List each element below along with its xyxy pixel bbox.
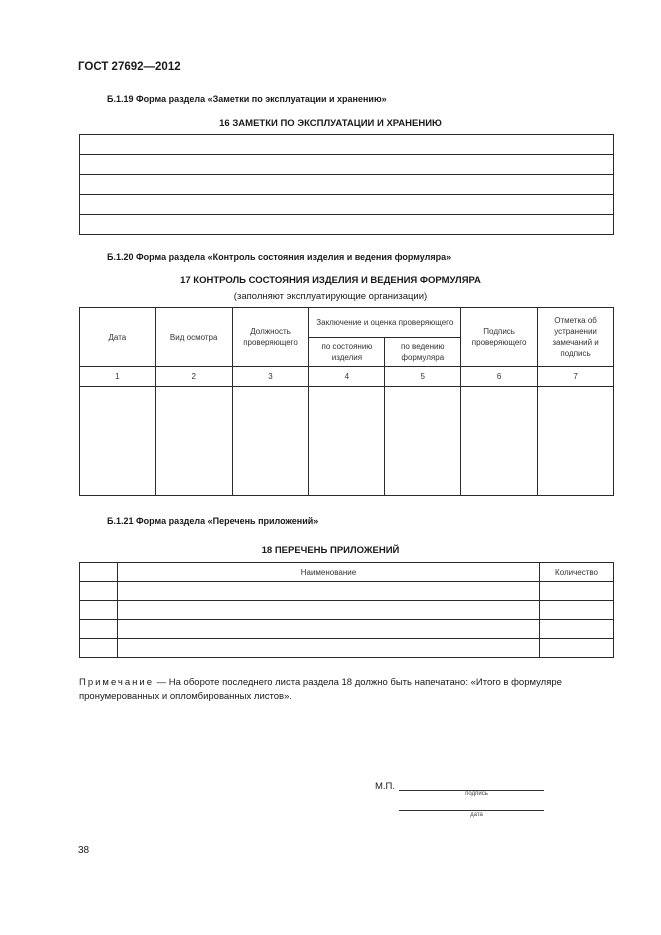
- column-header-inspector-position: Должность проверяющего: [232, 308, 309, 367]
- document-code: ГОСТ 27692—2012: [78, 61, 181, 73]
- column-header-date: Дата: [80, 308, 156, 367]
- table-cell: [232, 387, 309, 496]
- table-cell: [540, 582, 614, 601]
- note-label: Примечание: [79, 677, 154, 688]
- date-caption: дата: [470, 812, 483, 818]
- column-header-quantity: Количество: [540, 563, 614, 582]
- table-header-row: [80, 563, 614, 582]
- column-header-inspection-type: Вид осмотра: [155, 308, 232, 367]
- table-row: [80, 620, 614, 639]
- table-row: [80, 175, 614, 195]
- column-header-name: Наименование: [117, 563, 539, 582]
- table-cell: [80, 620, 118, 639]
- column-number: 2: [155, 367, 232, 387]
- table-cell: [538, 387, 614, 496]
- table-row: [80, 601, 614, 620]
- table-cell: [540, 601, 614, 620]
- column-header-product-state: по состоянию изделия: [309, 338, 385, 367]
- table-cell: [80, 601, 118, 620]
- column-header-remarks-elimination: Отметка об устранении замечаний и подпись: [538, 308, 614, 367]
- column-header-form-keeping: по ведению формуляра: [385, 338, 461, 367]
- table-cell: [80, 135, 614, 155]
- page-number: 38: [78, 845, 90, 856]
- table-row: [80, 155, 614, 175]
- note-text: — На обороте последнего листа раздела 18 должно быть напечатано: «Итого в формуляре пронумерованных и опломбированных листов».: [79, 677, 562, 702]
- section-heading-b120: Б.1.20 Форма раздела «Контроль состояния изделия и ведения формуляра»: [107, 252, 452, 262]
- column-header-inspector-signature: Подпись проверяющего: [461, 308, 538, 367]
- date-line: [399, 810, 544, 811]
- table-row: [80, 215, 614, 235]
- table-cell: [309, 387, 385, 496]
- column-number-row: [80, 367, 614, 387]
- table-row: [80, 582, 614, 601]
- table-16-title: 16 ЗАМЕТКИ ПО ЭКСПЛУАТАЦИИ И ХРАНЕНИЮ: [219, 118, 442, 129]
- table-row: [80, 135, 614, 155]
- section-heading-b119: Б.1.19 Форма раздела «Заметки по эксплуатации и хранению»: [107, 94, 387, 104]
- column-number: 6: [461, 367, 538, 387]
- column-number: 3: [232, 367, 309, 387]
- column-header-conclusion-group: Заключение и оценка проверяющего: [309, 308, 461, 338]
- table-cell: [80, 387, 156, 496]
- table-cell: [540, 639, 614, 658]
- table-cell: [80, 215, 614, 235]
- table-cell: [117, 639, 539, 658]
- section-heading-b121: Б.1.21 Форма раздела «Перечень приложений»: [107, 516, 319, 526]
- table-cell: [155, 387, 232, 496]
- column-number: 4: [309, 367, 385, 387]
- table-cell: [80, 582, 118, 601]
- table-cell: [461, 387, 538, 496]
- inspection-control-table: [79, 307, 614, 496]
- table-cell: [385, 387, 461, 496]
- table-header-row: [80, 308, 614, 338]
- table-cell: [80, 639, 118, 658]
- table-row: [80, 195, 614, 215]
- table-row: [80, 639, 614, 658]
- column-number: 1: [80, 367, 156, 387]
- table-17-title: 17 КОНТРОЛЬ СОСТОЯНИЯ ИЗДЕЛИЯ И ВЕДЕНИЯ ФОРМУЛЯРА: [180, 275, 481, 286]
- table-cell: [540, 620, 614, 639]
- table-cell: [80, 155, 614, 175]
- table-cell: [80, 563, 118, 582]
- table-cell: [117, 582, 539, 601]
- table-17-subtitle: (заполняют эксплуатирующие организации): [233, 291, 428, 302]
- table-cell: [117, 620, 539, 639]
- appendix-list-table: [79, 562, 614, 658]
- table-cell: [117, 601, 539, 620]
- operation-notes-table: [79, 134, 614, 235]
- table-18-title: 18 ПЕРЕЧЕНЬ ПРИЛОЖЕНИЙ: [261, 545, 400, 556]
- note-paragraph: [79, 676, 619, 704]
- column-number: 7: [538, 367, 614, 387]
- stamp-label: М.П.: [375, 781, 396, 792]
- column-number: 5: [385, 367, 461, 387]
- signature-caption: подпись: [465, 791, 488, 797]
- table-row: [80, 387, 614, 496]
- table-cell: [80, 175, 614, 195]
- table-cell: [80, 195, 614, 215]
